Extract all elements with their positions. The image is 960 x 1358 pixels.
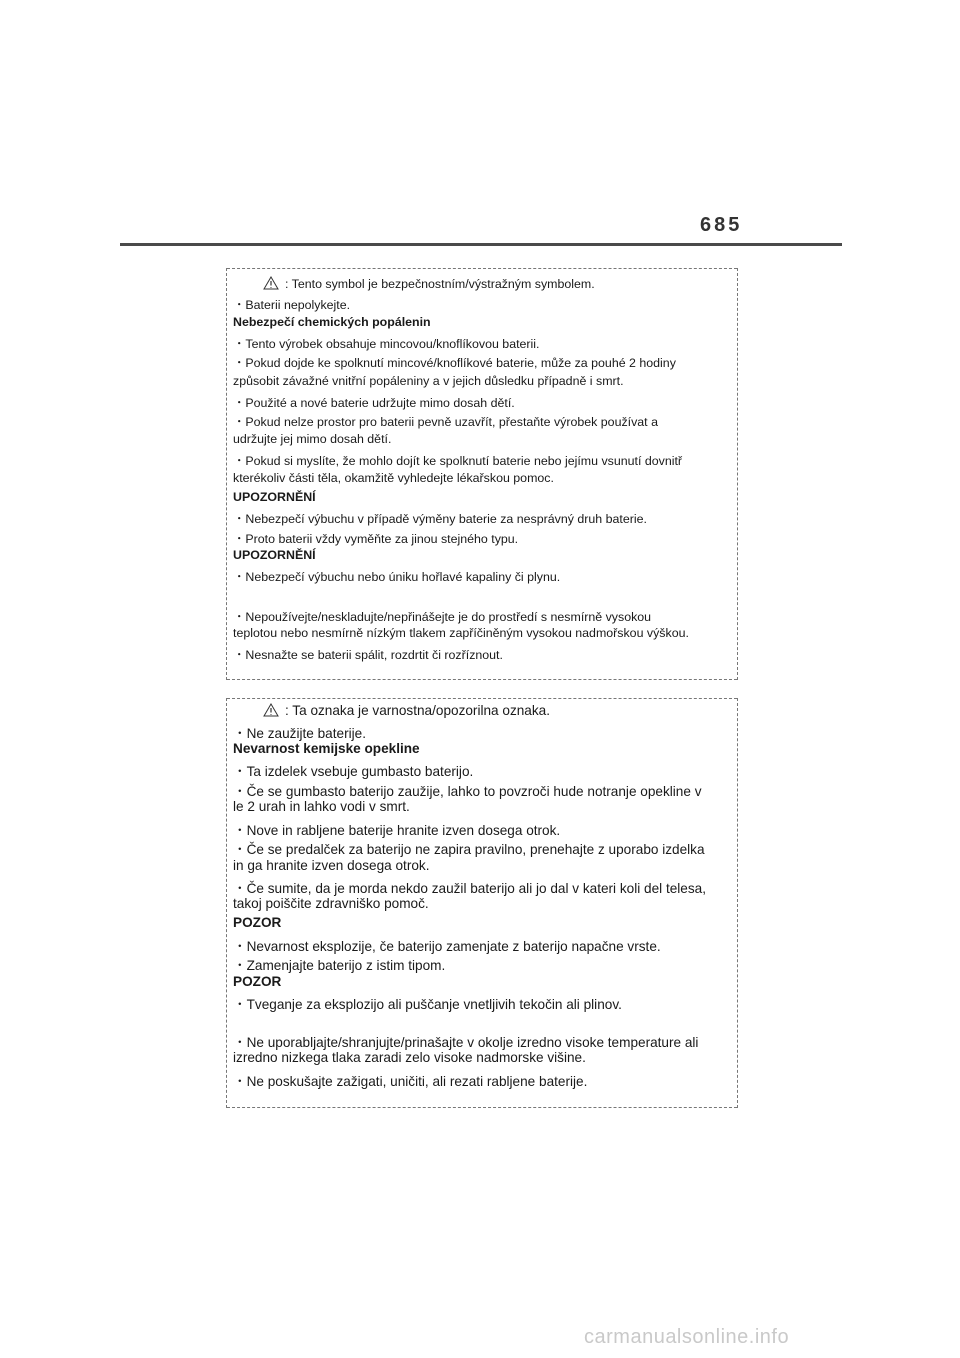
warning-line: ・Pokud nelze prostor pro baterii pevně uzavřít, přestaňte výrobek používat a xyxy=(233,415,658,429)
warning-line: ・Nebezpečí výbuchu v případě výměny baterie za nesprávný druh baterie. xyxy=(233,512,647,526)
warning-line: ・Ne uporabljajte/shranjujte/prinašajte v okolje izredno visoke temperature ali xyxy=(233,1035,699,1050)
warning-line: ・Nesnažte se baterii spálit, rozdrtit či rozříznout. xyxy=(233,648,503,662)
warning-line: ・Če se predalček za baterijo ne zapira pravilno, prenehajte z uporabo izdelka xyxy=(233,842,705,857)
box-bottom-border xyxy=(227,1107,737,1108)
warning-line: izredno nizkega tlaka zaradi zelo visoke nadmorske višine. xyxy=(233,1050,586,1065)
czech-battery-warning-box xyxy=(226,268,738,680)
header-rule xyxy=(120,243,842,246)
warning-line: udržujte jej mimo dosah dětí. xyxy=(233,432,392,446)
warning-line: způsobit závažné vnitřní popáleniny a v jejich důsledku případně i smrt. xyxy=(233,374,624,388)
icon-caption: : Tento symbol je bezpečnostním/výstražným symbolem. xyxy=(285,277,595,291)
box-bottom-border xyxy=(227,679,737,680)
section-heading: UPOZORNĚNÍ xyxy=(233,548,316,562)
slovene-battery-warning-box xyxy=(226,698,738,1108)
icon-caption: : Ta oznaka je varnostna/opozorilna oznaka. xyxy=(285,703,550,718)
warning-line: kterékoliv části těla, okamžitě vyhledejte lékařskou pomoc. xyxy=(233,471,554,485)
warning-line: le 2 urah in lahko vodi v smrt. xyxy=(233,799,410,814)
warning-line: ・Ta izdelek vsebuje gumbasto baterijo. xyxy=(233,764,474,779)
warning-line: teplotou nebo nesmírně nízkým tlakem zapříčiněným vysokou nadmořskou výškou. xyxy=(233,626,689,640)
warning-line: ・Pokud dojde ke spolknutí mincové/knoflíkové baterie, může za pouhé 2 hodiny xyxy=(233,356,676,370)
section-heading: Nebezpečí chemických popálenin xyxy=(233,315,431,329)
warning-line: ・Ne zaužijte baterije. xyxy=(233,726,366,741)
warning-line: ・Tento výrobek obsahuje mincovou/knoflíkovou baterii. xyxy=(233,337,540,351)
footer-watermark: carmanualsonline.info xyxy=(584,1326,790,1348)
warning-line xyxy=(259,276,595,291)
warning-line: ・Nebezpečí výbuchu nebo úniku hořlavé kapaliny či plynu. xyxy=(233,570,561,584)
section-heading: POZOR xyxy=(233,915,282,930)
warning-line: in ga hranite izven dosega otrok. xyxy=(233,858,430,873)
warning-line: ・Pokud si myslíte, že mohlo dojít ke spolknutí baterie nebo jejímu vsunutí dovnitř xyxy=(233,454,683,468)
warning-line: ・Če se gumbasto baterijo zaužije, lahko to povzroči hude notranje opekline v xyxy=(233,784,702,799)
warning-line: ・Proto baterii vždy vyměňte za jinou stejného typu. xyxy=(233,532,519,546)
warning-line: ・Baterii nepolykejte. xyxy=(233,298,351,312)
warning-line: ・Ne poskušajte zažigati, uničiti, ali rezati rabljene baterije. xyxy=(233,1074,588,1089)
warning-line: ・Nevarnost eksplozije, če baterijo zamenjate z baterijo napačne vrste. xyxy=(233,939,661,954)
box-top-border xyxy=(227,698,737,699)
warning-line: ・Použité a nové baterie udržujte mimo dosah dětí. xyxy=(233,396,515,410)
warning-line: ・Če sumite, da je morda nekdo zaužil baterijo ali jo dal v kateri koli del telesa, xyxy=(233,881,706,896)
warning-line: ・Nove in rabljene baterije hranite izven dosega otrok. xyxy=(233,823,561,838)
warning-line: ・Zamenjajte baterijo z istim tipom. xyxy=(233,958,446,973)
warning-triangle-icon xyxy=(263,703,279,717)
section-heading: POZOR xyxy=(233,974,282,989)
section-heading: Nevarnost kemijske opekline xyxy=(233,741,420,756)
page-number: 685 xyxy=(700,214,743,236)
warning-line xyxy=(259,703,550,718)
warning-line: ・Tveganje za eksplozijo ali puščanje vnetljivih tekočin ali plinov. xyxy=(233,997,622,1012)
section-heading: UPOZORNĚNÍ xyxy=(233,490,316,504)
warning-triangle-icon xyxy=(263,276,279,290)
warning-line: ・Nepoužívejte/neskladujte/nepřinášejte je do prostředí s nesmírně vysokou xyxy=(233,610,652,624)
warning-line: takoj poiščite zdravniško pomoč. xyxy=(233,896,429,911)
box-top-border xyxy=(227,268,737,269)
